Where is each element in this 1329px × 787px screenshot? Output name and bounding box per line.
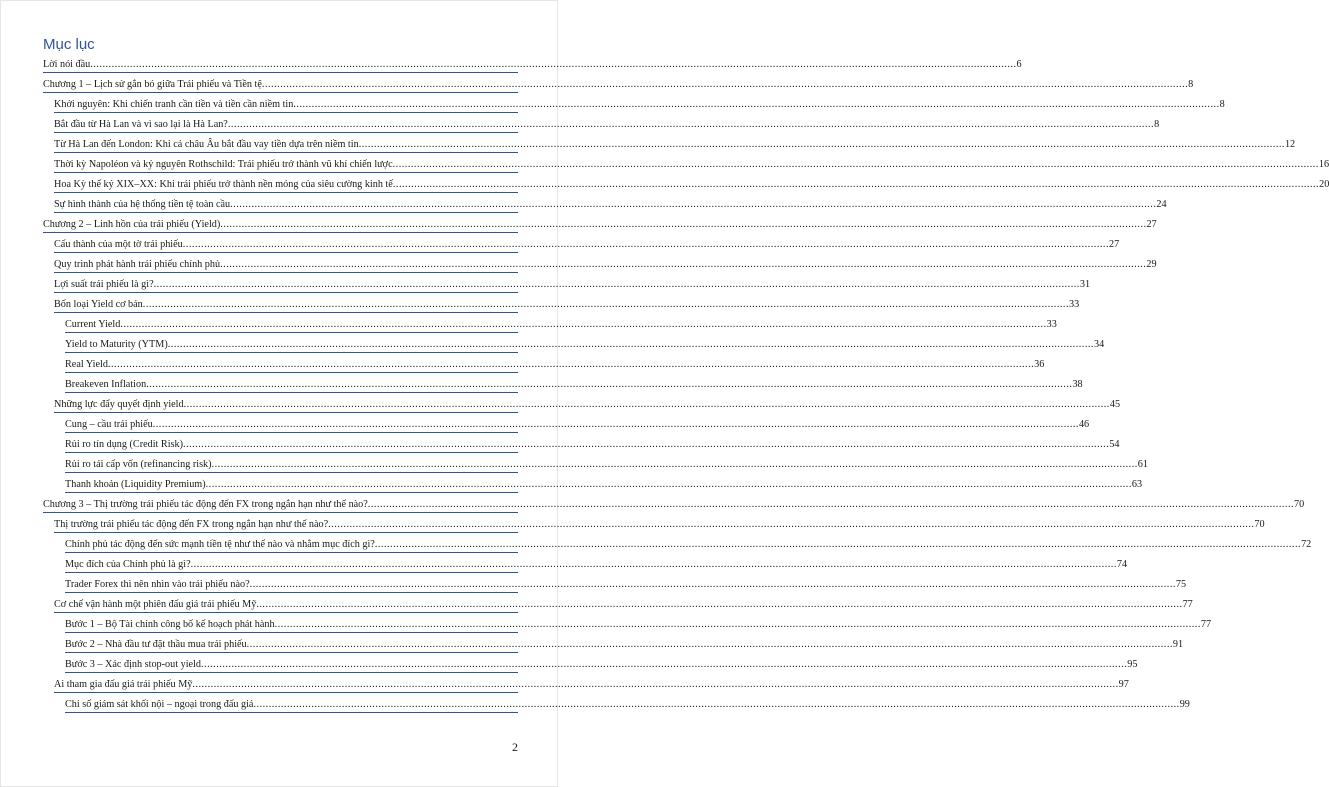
toc-entry[interactable] (65, 378, 1083, 393)
toc-entry[interactable] (65, 658, 1138, 673)
toc-leader-dots (90, 59, 1016, 72)
toc-leader-dots (206, 479, 1132, 492)
toc-entry[interactable] (54, 138, 1296, 153)
toc-entry-text: Ai tham gia đấu giá trái phiếu Mỹ (54, 679, 193, 690)
toc-entry-text: Thanh khoản (Liquidity Premium) (65, 479, 206, 490)
toc-entry-page: 77 (1200, 619, 1212, 630)
toc-entry-text: Bước 2 – Nhà đầu tư đặt thầu mua trái phiếu (65, 639, 247, 650)
toc-leader-dots (359, 139, 1285, 152)
toc-entry[interactable] (54, 178, 1329, 193)
toc-entry[interactable] (43, 498, 1305, 513)
toc-entry-page: 46 (1078, 419, 1090, 430)
toc-entry-page: 45 (1109, 399, 1121, 410)
toc-entry-text: Thời kỳ Napoléon và kỷ nguyên Rothschild: Trái phiếu trở thành vũ khí chiến lược (54, 159, 393, 170)
toc-entry-text: Trader Forex thì nên nhìn vào trái phiếu nào? (65, 579, 250, 590)
toc-leader-dots (143, 299, 1069, 312)
toc-entry-page: 31 (1079, 279, 1091, 290)
toc-entry-page: 16 (1318, 159, 1329, 170)
toc-entry[interactable] (54, 278, 1091, 293)
toc-leader-dots (262, 79, 1188, 92)
toc-title: Mục lục (43, 36, 95, 53)
toc-entry-page: 33 (1069, 299, 1080, 310)
toc-entry-page: 91 (1172, 639, 1184, 650)
toc-entry-page: 75 (1175, 579, 1187, 590)
toc-leader-dots (184, 399, 1110, 412)
toc-entry-text: Current Yield (65, 319, 121, 330)
toc-entry[interactable] (65, 338, 1105, 353)
toc-entry-page: 97 (1118, 679, 1129, 690)
toc-entry-text: Cấu thành của một tờ trái phiếu (54, 239, 183, 250)
toc-entry-page: 63 (1131, 479, 1143, 490)
toc-entry-page: 8 (1219, 99, 1225, 110)
toc-entry-text: Breakeven Inflation (65, 379, 147, 390)
toc-leader-dots (146, 379, 1072, 392)
toc-leader-dots (230, 199, 1156, 212)
toc-entry[interactable] (65, 478, 1143, 493)
toc-entry-page: 95 (1127, 659, 1138, 670)
toc-leader-dots (120, 319, 1046, 332)
toc-entry-text: Real Yield (65, 359, 108, 370)
toc-entry[interactable] (65, 638, 1184, 653)
toc-entry-page: 8 (1188, 79, 1194, 90)
toc-entry-text: Từ Hà Lan đến London: Khi cả châu Âu bắt đầu vay tiền dựa trên niềm tin (54, 139, 359, 150)
toc-leader-dots (191, 559, 1117, 572)
toc-leader-dots (256, 599, 1182, 612)
toc-entry-page: 24 (1156, 199, 1167, 210)
toc-entry-text: Bốn loại Yield cơ bản (54, 299, 143, 310)
toc-entry[interactable] (43, 78, 1194, 93)
toc-entry-page: 33 (1046, 319, 1057, 330)
toc-entry[interactable] (43, 218, 1157, 233)
toc-entry[interactable] (65, 458, 1148, 473)
toc-entry-page: 6 (1016, 59, 1022, 70)
toc-leader-dots (328, 519, 1254, 532)
toc-entry-text: Lợi suất trái phiếu là gì? (54, 279, 154, 290)
toc-entry-text: Chương 3 – Thị trường trái phiếu tác động đến FX trong ngắn hạn như thế nào? (43, 499, 368, 510)
toc-leader-dots (212, 459, 1138, 472)
toc-entry-text: Mục đích của Chính phủ là gì? (65, 559, 191, 570)
toc-entry-text: Rủi ro tái cấp vốn (refinancing risk) (65, 459, 212, 470)
toc-entry-text: Hoa Kỳ thế kỷ XIX–XX: Khi trái phiếu trở thành nền móng của siêu cường kinh tế (54, 179, 393, 190)
toc-leader-dots (228, 119, 1154, 132)
toc-entry[interactable] (65, 318, 1057, 333)
toc-entry-page: 38 (1072, 379, 1083, 390)
toc-leader-dots (275, 619, 1201, 632)
toc-entry[interactable] (65, 538, 1312, 553)
toc-leader-dots (108, 359, 1034, 372)
toc-entry[interactable] (65, 698, 1190, 713)
toc-entry[interactable] (65, 578, 1187, 593)
toc-entry-page: 77 (1182, 599, 1193, 610)
toc-entry-text: Chỉ số giám sát khối nội – ngoại trong đấu giá (65, 699, 254, 710)
toc-entry-text: Chương 1 – Lịch sử gắn bó giữa Trái phiếu và Tiền tệ (43, 79, 262, 90)
toc-entry[interactable] (65, 558, 1128, 573)
toc-entry-text: Bước 1 – Bộ Tài chính công bố kế hoạch phát hành (65, 619, 275, 630)
toc-leader-dots (247, 639, 1173, 652)
toc-entry-page: 70 (1254, 519, 1265, 530)
toc-entry[interactable] (43, 58, 1022, 73)
toc-leader-dots (220, 219, 1146, 232)
toc-leader-dots (183, 439, 1109, 452)
toc-entry[interactable] (54, 198, 1167, 213)
toc-entry[interactable] (65, 358, 1045, 373)
toc-entry[interactable] (54, 258, 1157, 273)
toc-entry[interactable] (65, 418, 1090, 433)
toc-leader-dots (393, 159, 1319, 172)
toc-entry-page: 99 (1179, 699, 1190, 710)
toc-entry-text: Quy trình phát hành trái phiếu chính phủ (54, 259, 221, 270)
toc-entry-page: 27 (1109, 239, 1120, 250)
toc-entry[interactable] (54, 238, 1120, 253)
toc-entry-page: 29 (1146, 259, 1157, 270)
toc-entry[interactable] (54, 98, 1225, 113)
toc-leader-dots (192, 679, 1118, 692)
toc-leader-dots (293, 99, 1219, 112)
toc-entry-page: 20 (1319, 179, 1329, 190)
toc-entry-page: 61 (1137, 459, 1148, 470)
toc-entry-text: Cơ chế vận hành một phiên đấu giá trái phiếu Mỹ (54, 599, 257, 610)
toc-entry-page: 72 (1301, 539, 1312, 550)
toc-entry-text: Thị trường trái phiếu tác động đến FX trong ngắn hạn như thế nào? (54, 519, 329, 530)
toc-entry[interactable] (54, 398, 1121, 413)
toc-leader-dots (220, 259, 1146, 272)
toc-entry-text: Rủi ro tín dụng (Credit Risk) (65, 439, 184, 450)
toc-entry[interactable] (54, 298, 1080, 313)
toc-entry-page: 74 (1116, 559, 1128, 570)
toc-leader-dots (154, 279, 1080, 292)
toc-entry-text: Cung – cầu trái phiếu (65, 419, 153, 430)
toc-leader-dots (250, 579, 1176, 592)
toc-entry-page: 12 (1284, 139, 1296, 150)
toc-entry[interactable] (65, 438, 1120, 453)
toc-entry[interactable] (54, 118, 1160, 133)
toc-entry-text: Khởi nguyên: Khi chiến tranh cần tiền và tiền cần niềm tin (54, 99, 294, 110)
toc-entry-text: Sự hình thành của hệ thống tiền tệ toàn cầu (54, 199, 231, 210)
toc-entry[interactable] (65, 618, 1212, 633)
toc-entry[interactable] (54, 518, 1265, 533)
toc-entry-text: Những lực đẩy quyết định yield (54, 399, 184, 410)
toc-entry[interactable] (54, 678, 1129, 693)
toc-leader-dots (368, 499, 1294, 512)
toc-entry-text: Chính phủ tác động đến sức mạnh tiền tệ như thế nào và nhằm mục đích gì? (65, 539, 375, 550)
toc-leader-dots (393, 179, 1319, 192)
toc-leader-dots (375, 539, 1301, 552)
toc-leader-dots (253, 699, 1179, 712)
toc-leader-dots (153, 419, 1079, 432)
toc-leader-dots (183, 239, 1109, 252)
toc-entry[interactable] (54, 158, 1329, 173)
toc-entry[interactable] (54, 598, 1193, 613)
toc-entry-page: 54 (1109, 439, 1120, 450)
toc-entry-page: 27 (1146, 219, 1157, 230)
toc-entry-text: Bắt đầu từ Hà Lan và vì sao lại là Hà Lan? (54, 119, 228, 130)
page-number: 2 (512, 740, 518, 754)
toc-entry-page: 34 (1093, 339, 1105, 350)
toc-entry-text: Chương 2 – Linh hồn của trái phiếu (Yield) (43, 219, 221, 230)
toc-leader-dots (168, 339, 1094, 352)
toc-leader-dots (201, 659, 1127, 672)
toc-entry-page: 8 (1154, 119, 1160, 130)
toc-entry-page: 36 (1034, 359, 1045, 370)
toc-entry-page: 70 (1294, 499, 1305, 510)
toc-entry-text: Yield to Maturity (YTM) (65, 339, 168, 350)
toc-entry-text: Lời nói đầu (43, 59, 91, 70)
toc-entry-text: Bước 3 – Xác định stop-out yield (65, 659, 201, 670)
